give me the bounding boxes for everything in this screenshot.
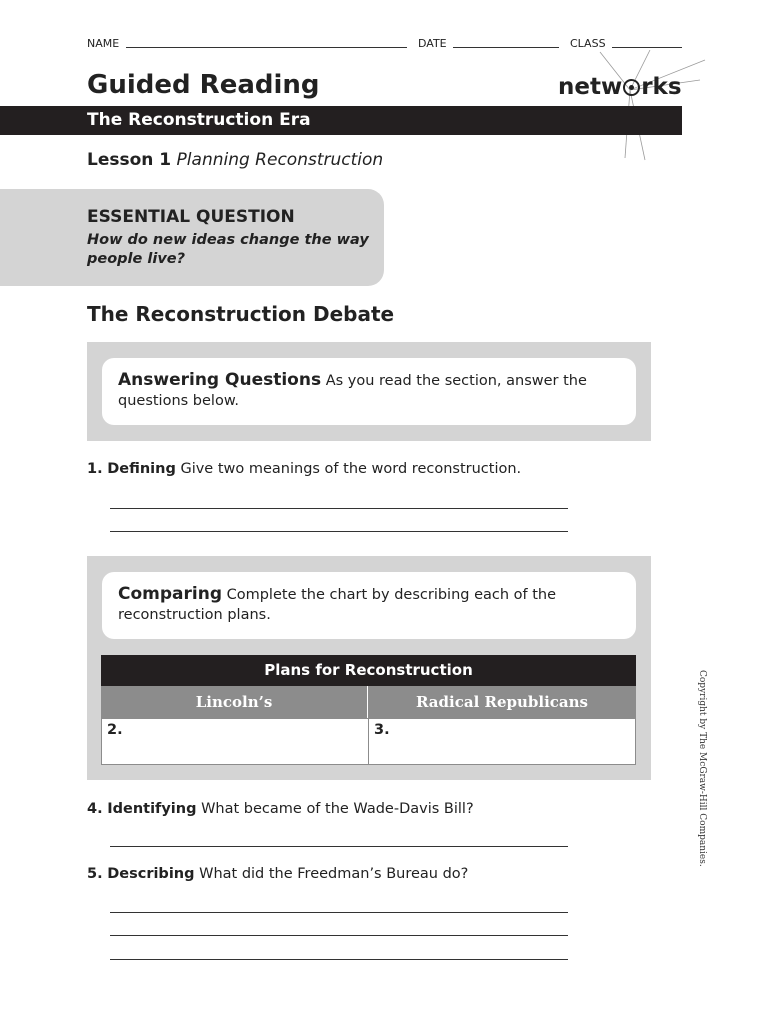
logo-text-start: netw — [558, 74, 623, 100]
question-1 — [87, 461, 521, 477]
class-label: CLASS — [570, 37, 606, 50]
date-label: DATE — [418, 37, 447, 50]
question-5-number: 5. — [87, 866, 103, 882]
class-field[interactable] — [612, 47, 682, 48]
question-1-skill: Defining — [107, 461, 176, 477]
banner-title: The Reconstruction Era — [87, 110, 311, 130]
answer-line[interactable] — [110, 508, 568, 509]
name-label: NAME — [87, 37, 120, 50]
question-4-number: 4. — [87, 801, 103, 817]
target-icon — [623, 79, 640, 96]
answer-line[interactable] — [110, 959, 568, 960]
answering-instructions — [118, 370, 623, 411]
chart-cell-radical-republicans[interactable]: 3. — [368, 718, 636, 765]
comparing-skill: Comparing — [118, 584, 222, 604]
date-field[interactable] — [453, 47, 559, 48]
answer-line[interactable] — [110, 912, 568, 913]
question-4-text: What became of the Wade-Davis Bill? — [201, 801, 474, 817]
question-1-number: 1. — [87, 461, 103, 477]
lesson-heading — [87, 150, 383, 170]
question-1-text: Give two meanings of the word reconstruction. — [180, 461, 522, 477]
comparing-instructions — [118, 584, 623, 625]
page-title: Guided Reading — [87, 70, 320, 100]
essential-question-title: ESSENTIAL QUESTION — [87, 207, 295, 227]
answer-line[interactable] — [110, 846, 568, 847]
question-5-skill: Describing — [107, 866, 195, 882]
chart-cell-lincoln[interactable]: 2. — [101, 718, 369, 765]
lesson-title: Planning Reconstruction — [176, 150, 384, 170]
answering-skill: Answering Questions — [118, 370, 322, 390]
answer-line[interactable] — [110, 531, 568, 532]
lesson-label: Lesson 1 — [87, 150, 172, 170]
column-header-lincoln: Lincoln’s — [101, 686, 368, 718]
comparing-text: Complete the chart by describing each of the reconstruction plans. — [118, 587, 557, 623]
chart-title: Plans for Reconstruction — [101, 655, 636, 686]
question-5 — [87, 866, 468, 882]
question-4 — [87, 801, 474, 817]
copyright-notice: Copyright by The McGraw-Hill Companies. — [697, 670, 707, 867]
answering-text: As you read the section, answer the questions below. — [118, 373, 587, 409]
essential-question-text: How do new ideas change the way people live? — [87, 232, 369, 267]
answer-line[interactable] — [110, 935, 568, 936]
networks-logo — [558, 74, 682, 100]
question-5-text: What did the Freedman’s Bureau do? — [199, 866, 469, 882]
logo-text-end: rks — [641, 74, 682, 100]
name-field[interactable] — [126, 47, 407, 48]
column-header-radical-republicans: Radical Republicans — [368, 686, 636, 718]
section-title: The Reconstruction Debate — [87, 302, 395, 326]
question-4-skill: Identifying — [107, 801, 197, 817]
